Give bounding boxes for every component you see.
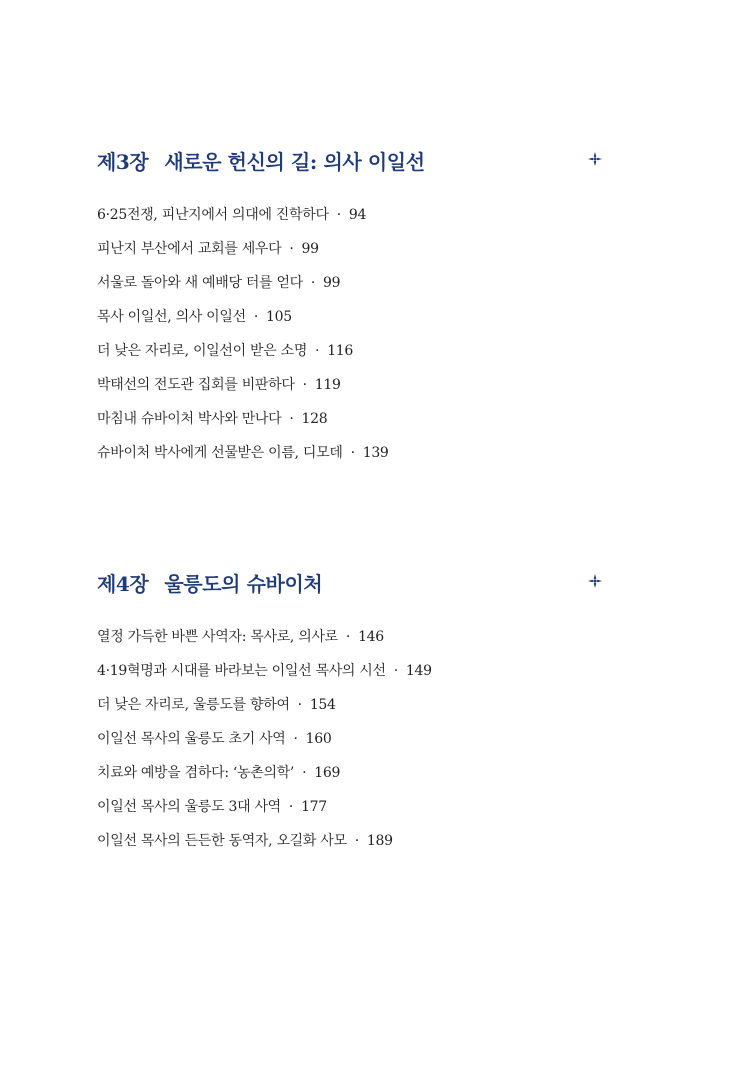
entry-title: 이일선 목사의 울릉도 3대 사역 [97,799,281,815]
entry-page: 128 [301,411,328,427]
toc-entry[interactable] [97,722,607,756]
entry-title: 치료와 예방을 겸하다: ‘농촌의학’ [97,765,295,781]
separator-dot: · [354,833,359,849]
entry-page: 146 [358,629,384,645]
chapter-4 [97,568,607,858]
separator-dot: · [297,697,302,713]
toc-entry[interactable] [97,402,607,436]
entry-page: 149 [405,663,432,679]
entry-title: 마침내 슈바이처 박사와 만나다 [97,411,282,427]
separator-dot: · [302,765,307,781]
entry-title: 박태선의 전도관 집회를 비판하다 [97,377,295,393]
entry-title: 이일선 목사의 울릉도 초기 사역 [97,731,286,747]
entry-page: 99 [323,275,341,291]
toc-entry[interactable] [97,266,607,300]
toc-entry[interactable] [97,436,607,470]
chapter-3 [97,146,607,470]
entry-page: 154 [309,697,336,713]
toc-list [97,198,607,470]
chapter-title: 울릉도의 슈바이처 [164,572,323,596]
separator-dot: · [289,241,294,257]
separator-dot: · [336,207,341,223]
entry-title: 4·19혁명과 시대를 바라보는 이일선 목사의 시선 [97,663,386,679]
toc-list [97,620,607,858]
chapter-heading [97,146,607,180]
toc-entry[interactable] [97,654,607,688]
entry-page: 116 [327,343,354,359]
entry-title: 더 낮은 자리로, 이일선이 받은 소명 [97,343,308,359]
toc-entry[interactable] [97,198,607,232]
separator-dot: · [393,663,398,679]
toc-entry[interactable] [97,756,607,790]
toc-entry[interactable] [97,790,607,824]
cross-icon [588,152,602,166]
toc-entry[interactable] [97,232,607,266]
separator-dot: · [350,445,355,461]
toc-entry[interactable] [97,688,607,722]
separator-dot: · [345,629,351,645]
separator-dot: · [302,377,307,393]
cross-icon [588,574,602,588]
separator-dot: · [253,309,258,325]
toc-entry[interactable] [97,368,607,402]
separator-dot: · [310,275,316,291]
entry-page: 139 [362,445,389,461]
entry-title: 더 낮은 자리로, 울릉도를 향하여 [97,697,290,713]
entry-title: 6·25전쟁, 피난지에서 의대에 진학하다 [97,207,329,223]
entry-title: 이일선 목사의 든든한 동역자, 오길화 사모 [97,833,347,849]
entry-title: 피난지 부산에서 교회를 세우다 [97,241,282,257]
separator-dot: · [289,411,294,427]
entry-page: 105 [266,309,292,325]
chapter-heading [97,568,607,602]
entry-page: 99 [301,241,319,257]
entry-page: 189 [366,833,393,849]
chapter-number: 제3장 [97,150,149,174]
entry-page: 169 [314,765,341,781]
toc-entry[interactable] [97,300,607,334]
entry-title: 슈바이처 박사에게 선물받은 이름, 디모데 [97,445,343,461]
toc-entry[interactable] [97,824,607,858]
entry-page: 119 [314,377,341,393]
entry-title: 열정 가득한 바쁜 사역자: 목사로, 의사로 [97,629,338,645]
separator-dot: · [315,343,320,359]
entry-page: 177 [301,799,327,815]
separator-dot: · [293,731,298,747]
separator-dot: · [288,799,294,815]
chapter-title: 새로운 헌신의 길: 의사 이일선 [164,150,425,174]
toc-entry[interactable] [97,620,607,654]
entry-page: 160 [305,731,332,747]
chapter-number: 제4장 [97,572,149,596]
toc-entry[interactable] [97,334,607,368]
entry-title: 서울로 돌아와 새 예배당 터를 얻다 [97,275,303,291]
entry-title: 목사 이일선, 의사 이일선 [97,309,246,325]
entry-page: 94 [348,207,367,223]
